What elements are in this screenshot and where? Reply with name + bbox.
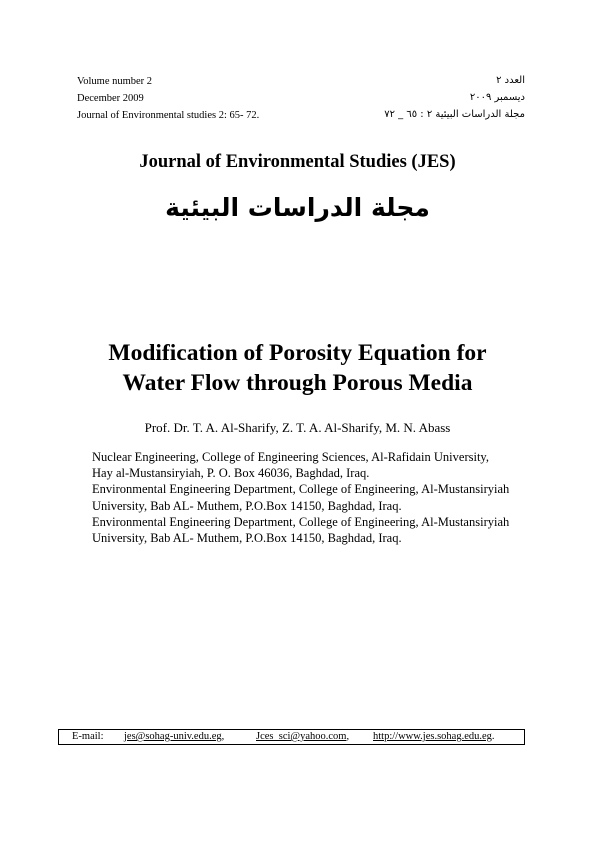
affiliation-2: Environmental Engineering Department, College of Engineering, Al-Mustansiryiah University, Bab AL- Muthem, P.O.Box 14150, Baghdad, Iraq. xyxy=(92,482,510,513)
separator: , xyxy=(346,731,350,742)
end-period: . xyxy=(491,731,495,742)
contact-box xyxy=(58,729,525,745)
affiliation-3: Environmental Engineering Department, College of Engineering, Al-Mustansiryiah University, Bab AL- Muthem, P.O.Box 14150, Baghdad, Iraq. xyxy=(92,514,510,546)
journal-title-arabic: مجلة الدراسات البيئية xyxy=(165,193,430,222)
volume-number: Volume number 2 xyxy=(77,76,153,87)
paper-title-line-2: Water Flow through Porous Media xyxy=(122,370,473,396)
affiliations xyxy=(92,449,512,546)
separator: , xyxy=(221,731,225,742)
website-link[interactable] xyxy=(373,730,495,744)
citation: Journal of Environmental studies 2: 65- 72. xyxy=(77,110,260,121)
paper-title xyxy=(0,338,595,398)
affiliation-1: Nuclear Engineering, College of Engineering Sciences, Al-Rafidain University, Hay al-Mustansiryiah, P. O. Box 46036, Baghdad, Iraq. xyxy=(92,450,489,481)
issue-date-arabic: ديسمبر ٢٠٠٩ xyxy=(469,92,525,103)
journal-title: Journal of Environmental Studies (JES) xyxy=(139,152,456,172)
paper-title-line-1: Modification of Porosity Equation for xyxy=(108,340,487,366)
citation-arabic: مجلة الدراسات البيئية ٢ : ٦٥ _ ٧٢ xyxy=(384,109,525,120)
author-list: Prof. Dr. T. A. Al-Sharify, Z. T. A. Al-Sharify, M. N. Abass xyxy=(144,420,451,435)
issue-date: December 2009 xyxy=(77,93,144,104)
header-meta-arabic xyxy=(384,72,525,123)
email-link-1[interactable] xyxy=(124,730,224,744)
header-meta-english xyxy=(77,73,259,124)
email-link-1-text[interactable]: jes@sohag-univ.edu.eg xyxy=(124,731,222,742)
volume-number-arabic: العدد ٢ xyxy=(496,75,525,86)
email-link-2-text[interactable]: Jces_sci@yahoo.com xyxy=(256,731,347,742)
email-label: E-mail: xyxy=(72,731,104,742)
website-link-text[interactable]: http://www.jes.sohag.edu.eg xyxy=(373,731,492,742)
email-link-2[interactable] xyxy=(256,730,349,744)
